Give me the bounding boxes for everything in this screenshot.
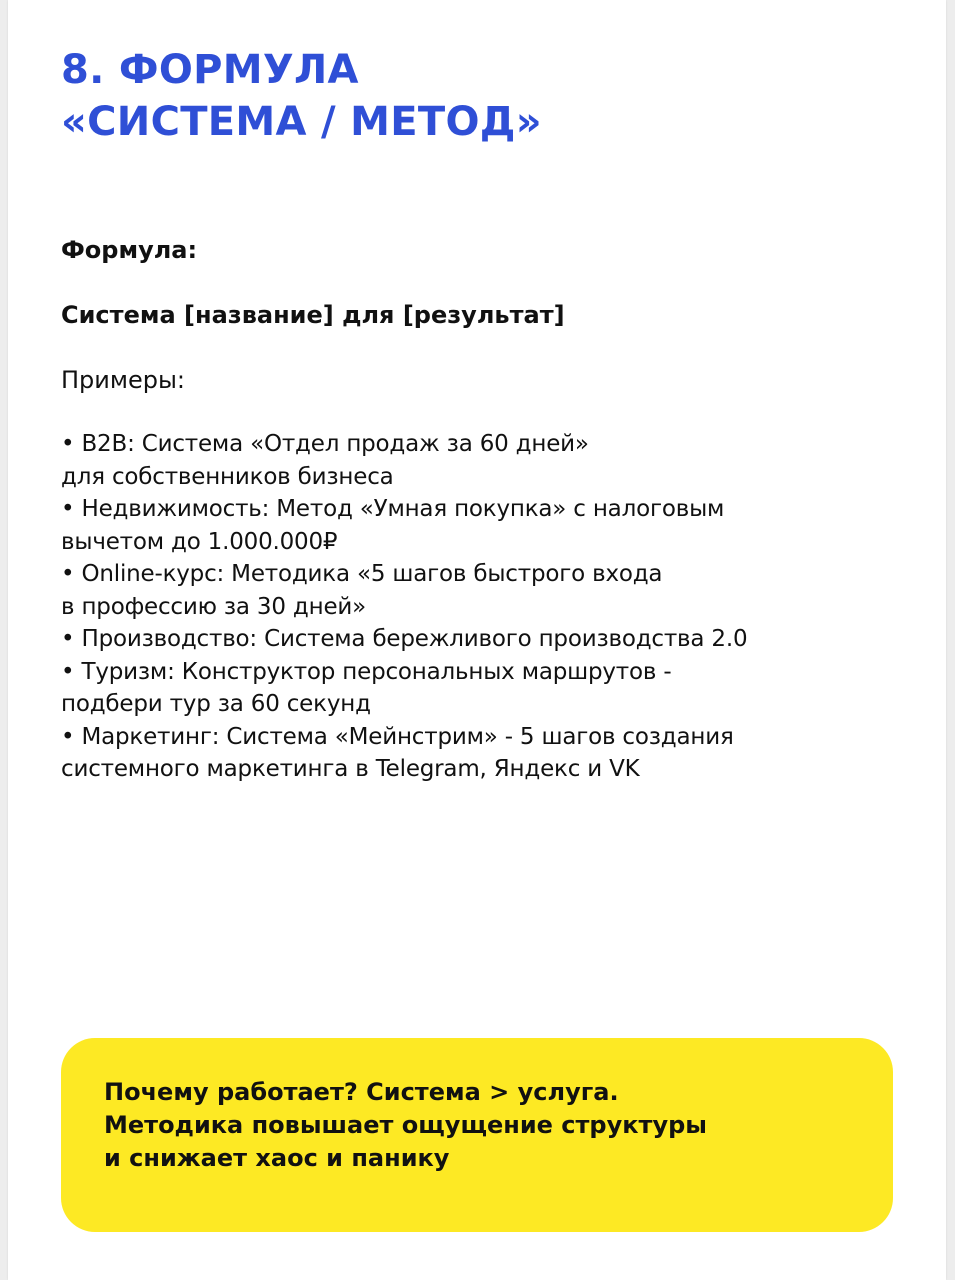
formula-text: Система [название] для [результат] <box>61 301 565 329</box>
list-item-line: • Online-курс: Методика «5 шагов быстрого входа <box>61 561 663 587</box>
list-item-line: • Туризм: Конструктор персональных маршрутов - <box>61 658 672 685</box>
list-item-line: в профессию за 30 дней» <box>61 593 367 620</box>
list-item <box>61 493 747 558</box>
title-line-1: 8. ФОРМУЛА <box>61 47 359 93</box>
list-item-line: системного маркетинга в Telegram, Яндекс и VK <box>61 756 640 782</box>
list-item <box>61 623 747 656</box>
list-item <box>61 656 747 721</box>
title-line-2: «СИСТЕМА / МЕТОД» <box>61 99 542 145</box>
list-item-line: для собственников бизнеса <box>61 463 394 490</box>
list-item <box>61 721 747 786</box>
callout-box <box>61 1038 893 1232</box>
list-item-line: • Недвижимость: Метод «Умная покупка» с налоговым <box>61 496 725 522</box>
list-item-line: • Производство: Система бережливого производства 2.0 <box>61 626 748 652</box>
examples-list <box>61 428 747 786</box>
examples-label: Примеры: <box>61 366 186 394</box>
list-item <box>61 558 747 623</box>
page-title <box>61 44 542 148</box>
list-item-line: • B2B: Система «Отдел продаж за 60 дней» <box>61 431 589 457</box>
list-item-line: вычетом до 1.000.000₽ <box>61 528 338 555</box>
list-item-line: • Маркетинг: Система «Мейнстрим» - 5 шагов создания <box>61 723 734 750</box>
slide-page <box>8 0 946 1280</box>
list-item <box>61 428 747 493</box>
callout-text <box>104 1076 707 1175</box>
list-item-line: подбери тур за 60 секунд <box>61 691 371 717</box>
callout-line-1: Почему работает? Система > услуга. <box>104 1078 619 1106</box>
formula-label: Формула: <box>61 236 198 264</box>
callout-line-2: Методика повышает ощущение структуры <box>104 1111 707 1139</box>
callout-line-3: и снижает хаос и панику <box>104 1144 450 1172</box>
